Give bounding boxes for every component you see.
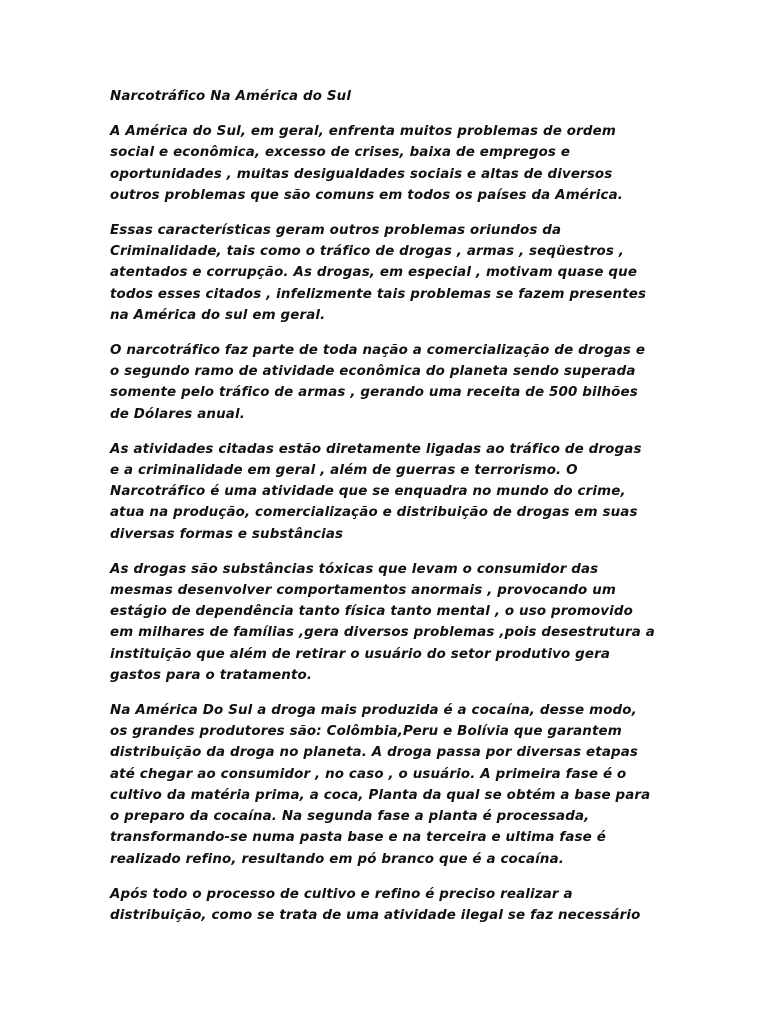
paragraph-line: os grandes produtores são: Colômbia,Peru e Bolívia que garantem: [110, 724, 622, 740]
paragraph-line: distribuição, como se trata de uma atividade ilegal se faz necessário: [110, 907, 641, 923]
paragraph-line: gastos para o tratamento.: [110, 667, 313, 683]
paragraph-line: Na América Do Sul a droga mais produzida é a cocaína, desse modo,: [110, 703, 637, 719]
paragraph-line: O narcotráfico faz parte de toda nação a comercialização de drogas e: [110, 343, 646, 359]
paragraph-line: somente pelo tráfico de armas , gerando uma receita de 500 bilhões: [110, 385, 638, 401]
paragraph-line: oportunidades , muitas desigualdades sociais e altas de diversos: [110, 166, 613, 182]
paragraph-line: de Dólares anual.: [110, 406, 245, 422]
paragraph-line: Criminalidade, tais como o tráfico de drogas , armas , seqüestros ,: [110, 244, 625, 260]
paragraph: [110, 439, 670, 545]
paragraph-line: cultivo da matéria prima, a coca, Planta da qual se obtém a base para: [110, 787, 651, 803]
paragraph-line: outros problemas que são comuns em todos os países da América.: [110, 187, 624, 203]
paragraph: [110, 559, 670, 686]
paragraph-line: o segundo ramo de atividade econômica do planeta sendo superada: [110, 364, 636, 380]
paragraph-line: As drogas são substâncias tóxicas que levam o consumidor das: [110, 561, 599, 577]
paragraph-line: distribuição da droga no planeta. A droga passa por diversas etapas: [110, 745, 639, 761]
paragraph-line: Narcotráfico é uma atividade que se enquadra no mundo do crime,: [110, 484, 626, 500]
paragraph-line: estágio de dependência tanto física tanto mental , o uso promovido: [110, 604, 634, 620]
paragraph-line: As atividades citadas estão diretamente ligadas ao tráfico de drogas: [110, 441, 642, 457]
paragraph: [110, 340, 670, 425]
paragraph-line: social e econômica, excesso de crises, baixa de empregos e: [110, 145, 571, 161]
paragraph-line: na América do sul em geral.: [110, 307, 326, 323]
paragraph-line: Após todo o processo de cultivo e refino é preciso realizar a: [110, 886, 573, 902]
paragraph: [110, 700, 670, 870]
paragraph: [110, 121, 670, 206]
paragraph-line: realizado refino, resultando em pó branco que é a cocaína.: [110, 851, 565, 867]
document-title: [110, 86, 670, 107]
paragraph-line: todos esses citados , infelizmente tais problemas se fazem presentes: [110, 286, 647, 302]
document-page: [110, 86, 670, 926]
paragraph-line: atentados e corrupção. As drogas, em especial , motivam quase que: [110, 265, 638, 281]
document-body: [110, 121, 670, 926]
paragraph-line: o preparo da cocaína. Na segunda fase a planta é processada,: [110, 809, 590, 825]
paragraph-line: e a criminalidade em geral , além de guerras e terrorismo. O: [110, 463, 578, 479]
paragraph-line: em milhares de famílias ,gera diversos problemas ,pois desestrutura a: [110, 625, 655, 641]
paragraph: [110, 884, 670, 926]
paragraph-line: diversas formas e substâncias: [110, 526, 344, 542]
paragraph-line: até chegar ao consumidor , no caso , o usuário. A primeira fase é o: [110, 766, 627, 782]
paragraph: [110, 220, 670, 326]
paragraph-line: Essas características geram outros problemas oriundos da: [110, 223, 562, 239]
paragraph-line: atua na produção, comercialização e distribuição de drogas em suas: [110, 505, 638, 521]
paragraph-line: instituição que além de retirar o usuário do setor produtivo gera: [110, 646, 611, 662]
paragraph-line: A América do Sul, em geral, enfrenta muitos problemas de ordem: [110, 124, 616, 140]
paragraph-line: mesmas desenvolver comportamentos anormais , provocando um: [110, 583, 616, 599]
document-title-text: Narcotráfico Na América do Sul: [110, 89, 352, 104]
paragraph-line: transformando-se numa pasta base e na terceira e ultima fase é: [110, 830, 606, 846]
